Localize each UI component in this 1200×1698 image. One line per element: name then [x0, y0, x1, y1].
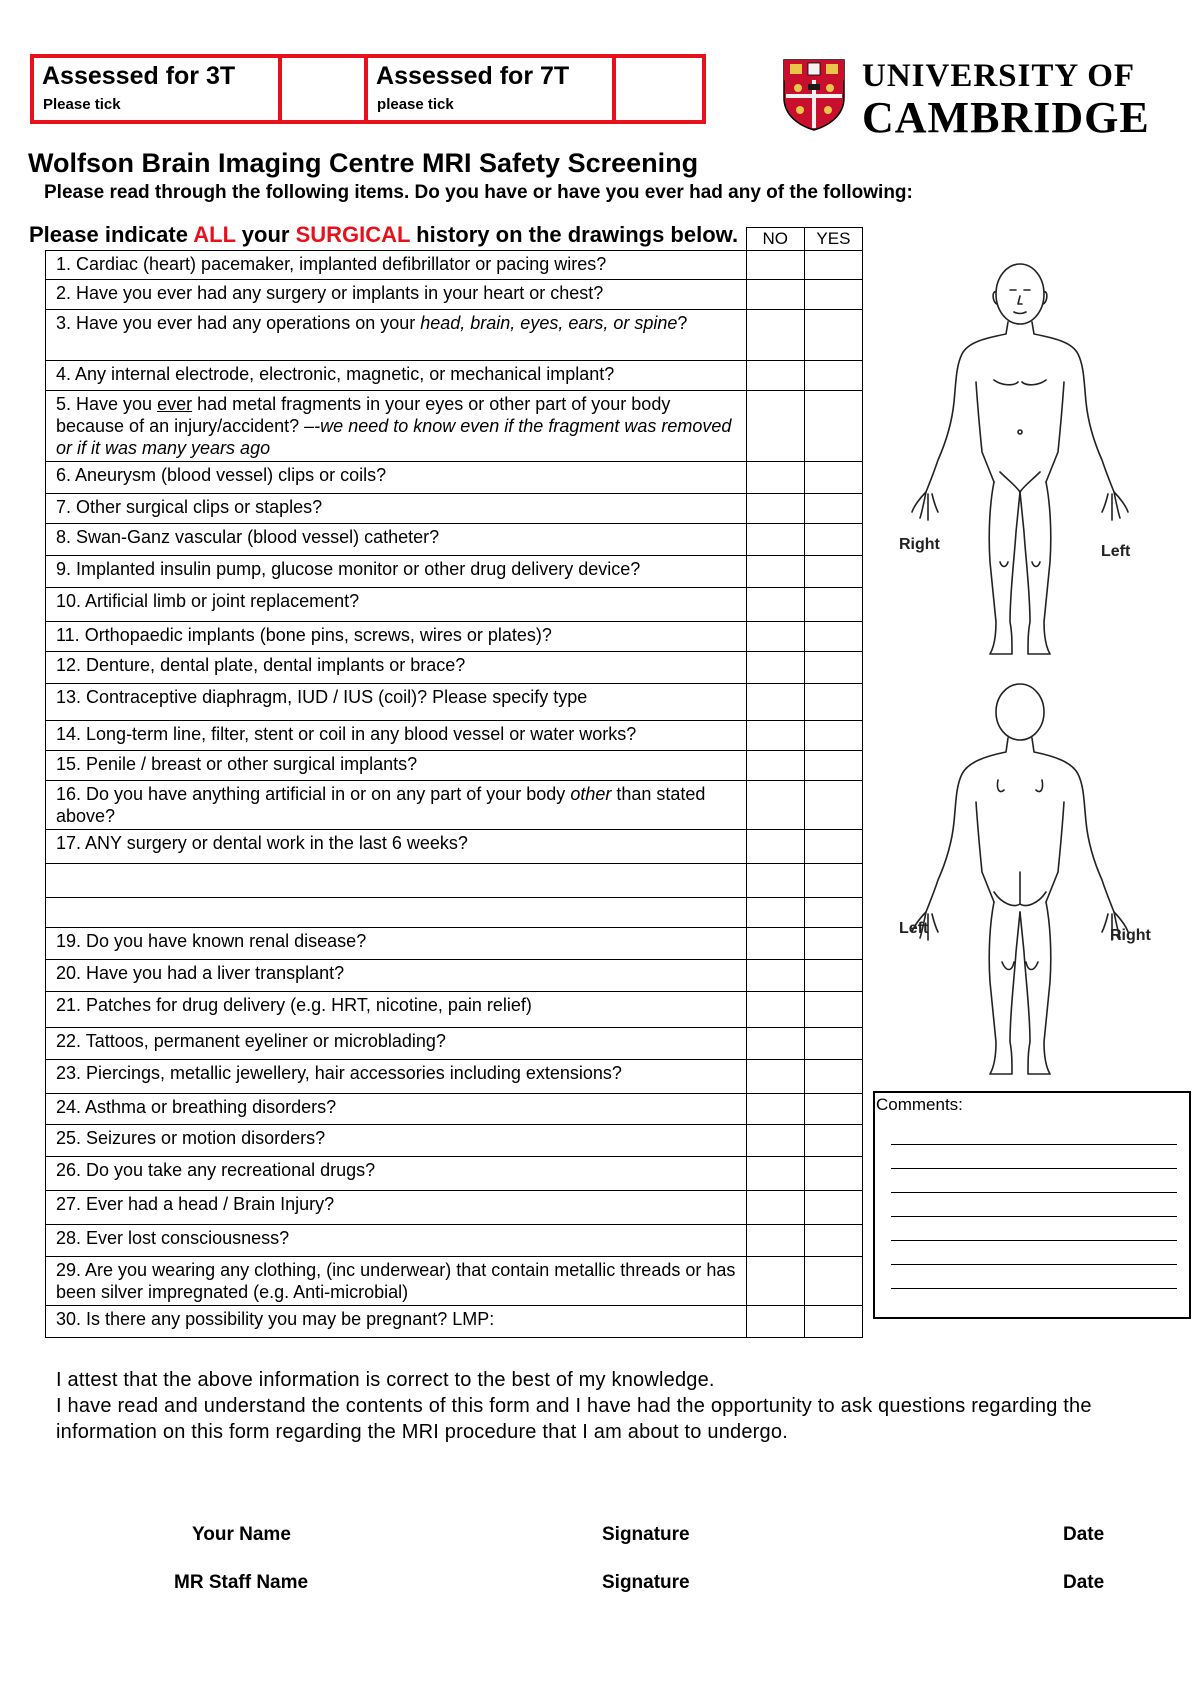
university-logo: [782, 58, 1150, 142]
surgical-word: SURGICAL: [295, 222, 411, 247]
body-back-diagram[interactable]: [890, 682, 1150, 1082]
assessed-3t-label-cell: [34, 58, 282, 120]
question-text: [46, 864, 747, 898]
question-text-part: 3. Have you ever had any operations on your: [56, 313, 421, 333]
answer-yes-cell[interactable]: [804, 652, 862, 684]
answer-yes-cell[interactable]: [804, 556, 862, 588]
comment-line[interactable]: [891, 1144, 1177, 1145]
question-text: 23. Piercings, metallic jewellery, hair accessories including extensions?: [46, 1060, 747, 1094]
answer-no-cell[interactable]: [746, 1191, 804, 1225]
question-text: 19. Do you have known renal disease?: [46, 928, 747, 960]
table-row: [46, 391, 863, 462]
table-row: [46, 622, 863, 652]
question-text: 26. Do you take any recreational drugs?: [46, 1157, 747, 1191]
table-row: [46, 684, 863, 721]
answer-yes-cell[interactable]: [804, 310, 862, 361]
surgical-mid: your: [235, 222, 296, 247]
question-text: 29. Are you wearing any clothing, (inc underwear) that contain metallic threads or has been silver impregnated (e.g. Anti-microbial): [46, 1257, 747, 1306]
question-text: 25. Seizures or motion disorders?: [46, 1125, 747, 1157]
assessed-3t-hint: Please tick: [43, 96, 121, 113]
question-text: [46, 781, 747, 830]
answer-no-cell[interactable]: [746, 684, 804, 721]
answer-yes-cell[interactable]: [804, 684, 862, 721]
answer-no-cell[interactable]: [746, 391, 804, 462]
answer-no-cell[interactable]: [746, 1157, 804, 1191]
answer-no-cell[interactable]: [746, 588, 804, 622]
assessed-7t-tickbox[interactable]: [616, 58, 702, 120]
cambridge-shield-icon: [782, 58, 846, 132]
question-text: 8. Swan-Ganz vascular (blood vessel) catheter?: [46, 524, 747, 556]
assessed-3t-tickbox[interactable]: [282, 58, 368, 120]
table-row: [46, 992, 863, 1028]
table-row: [46, 361, 863, 391]
answer-no-cell[interactable]: [746, 830, 804, 864]
table-row: [46, 1191, 863, 1225]
assessed-7t-hint: please tick: [377, 96, 454, 113]
answer-no-cell[interactable]: [746, 652, 804, 684]
question-text-part: head, brain, eyes, ears, or spine: [420, 313, 678, 333]
answer-yes-cell[interactable]: [804, 1225, 862, 1257]
answer-yes-cell[interactable]: [804, 898, 862, 928]
answer-no-cell[interactable]: [746, 524, 804, 556]
answer-no-cell[interactable]: [746, 251, 804, 280]
question-text: 20. Have you had a liver transplant?: [46, 960, 747, 992]
answer-no-cell[interactable]: [746, 960, 804, 992]
answer-yes-cell[interactable]: [804, 361, 862, 391]
answer-no-cell[interactable]: [746, 1094, 804, 1125]
question-text: 28. Ever lost consciousness?: [46, 1225, 747, 1257]
signature-label-1: Signature: [602, 1524, 690, 1545]
answer-no-cell[interactable]: [746, 310, 804, 361]
body-front-diagram[interactable]: [890, 262, 1150, 662]
answer-yes-cell[interactable]: [804, 462, 862, 494]
answer-no-cell[interactable]: [746, 556, 804, 588]
attestation-line2: I have read and understand the contents of this form and I have had the opportunity to ask questions regarding the information on this form regarding the MRI procedure that I am about to undergo.: [56, 1395, 1092, 1443]
signature-label-2: Signature: [602, 1572, 690, 1593]
answer-yes-cell[interactable]: [804, 622, 862, 652]
question-text: 24. Asthma or breathing disorders?: [46, 1094, 747, 1125]
answer-yes-cell[interactable]: [804, 1094, 862, 1125]
question-text: 27. Ever had a head / Brain Injury?: [46, 1191, 747, 1225]
answer-no-cell[interactable]: [746, 928, 804, 960]
table-row: [46, 494, 863, 524]
question-text-part: other: [570, 784, 612, 804]
table-row: [46, 1094, 863, 1125]
assessed-7t-label-cell: [368, 58, 616, 120]
question-text: 17. ANY surgery or dental work in the last 6 weeks?: [46, 830, 747, 864]
answer-no-cell[interactable]: [746, 781, 804, 830]
answer-yes-cell[interactable]: [804, 830, 862, 864]
answer-no-cell[interactable]: [746, 1306, 804, 1338]
answer-yes-cell[interactable]: [804, 1125, 862, 1157]
question-text: 21. Patches for drug delivery (e.g. HRT, nicotine, pain relief): [46, 992, 747, 1028]
question-text-part: 16. Do you have anything artificial in or on any part of your body: [56, 784, 571, 804]
table-row: [46, 251, 863, 280]
mr-staff-name-label: MR Staff Name: [174, 1572, 309, 1593]
answer-yes-cell[interactable]: [804, 280, 862, 310]
header-yes: YES: [804, 228, 862, 251]
answer-yes-cell[interactable]: [804, 1060, 862, 1094]
surgical-all: ALL: [193, 222, 236, 247]
comment-line[interactable]: [891, 1264, 1177, 1265]
table-row: [46, 462, 863, 494]
answer-no-cell[interactable]: [746, 992, 804, 1028]
table-row: [46, 1257, 863, 1306]
question-text: [46, 898, 747, 928]
comment-line[interactable]: [891, 1192, 1177, 1193]
question-text: 14. Long-term line, filter, stent or coil in any blood vessel or water works?: [46, 721, 747, 751]
table-row: [46, 864, 863, 898]
answer-no-cell[interactable]: [746, 1225, 804, 1257]
questions-table: [45, 227, 863, 1338]
table-row: [46, 898, 863, 928]
question-text: 11. Orthopaedic implants (bone pins, screws, wires or plates)?: [46, 622, 747, 652]
question-text: [46, 391, 747, 462]
answer-yes-cell[interactable]: [804, 751, 862, 781]
answer-no-cell[interactable]: [746, 462, 804, 494]
table-row: [46, 928, 863, 960]
question-text: 6. Aneurysm (blood vessel) clips or coils?: [46, 462, 747, 494]
surgical-history-instruction: [29, 222, 738, 248]
question-text: 9. Implanted insulin pump, glucose monitor or other drug delivery device?: [46, 556, 747, 588]
answer-yes-cell[interactable]: [804, 494, 862, 524]
front-right-label: Right: [899, 536, 940, 553]
comment-line[interactable]: [891, 1240, 1177, 1241]
answer-no-cell[interactable]: [746, 622, 804, 652]
comments-box[interactable]: [873, 1091, 1191, 1319]
page-title: Wolfson Brain Imaging Centre MRI Safety Screening: [28, 148, 699, 178]
your-name-label: Your Name: [192, 1524, 291, 1545]
answer-no-cell[interactable]: [746, 1257, 804, 1306]
question-text: 13. Contraceptive diaphragm, IUD / IUS (coil)? Please specify type: [46, 684, 747, 721]
back-left-label: Left: [899, 920, 929, 937]
answer-yes-cell[interactable]: [804, 960, 862, 992]
assessed-3t-label: Assessed for 3T: [42, 62, 236, 90]
question-text: 2. Have you ever had any surgery or implants in your heart or chest?: [46, 280, 747, 310]
table-row: [46, 960, 863, 992]
question-text-part: ever: [157, 394, 193, 414]
question-text-part: 5. Have you: [56, 394, 158, 414]
back-right-label: Right: [1110, 927, 1151, 944]
table-row: [46, 1306, 863, 1338]
answer-no-cell[interactable]: [746, 361, 804, 391]
table-row: [46, 1060, 863, 1094]
answer-no-cell[interactable]: [746, 864, 804, 898]
question-text-part: –-we need to know even if the fragment was removed or if it was many years ago: [56, 416, 732, 458]
table-row: [46, 751, 863, 781]
date-label-1: Date: [1063, 1524, 1105, 1545]
logo-line1: UNIVERSITY OF: [862, 58, 1136, 94]
question-text: 15. Penile / breast or other surgical implants?: [46, 751, 747, 781]
answer-yes-cell[interactable]: [804, 864, 862, 898]
answer-yes-cell[interactable]: [804, 588, 862, 622]
table-row: [46, 1028, 863, 1060]
table-row: [46, 524, 863, 556]
question-text: 7. Other surgical clips or staples?: [46, 494, 747, 524]
question-text: 4. Any internal electrode, electronic, magnetic, or mechanical implant?: [46, 361, 747, 391]
answer-yes-cell[interactable]: [804, 781, 862, 830]
answer-yes-cell[interactable]: [804, 391, 862, 462]
answer-yes-cell[interactable]: [804, 721, 862, 751]
comment-line[interactable]: [891, 1168, 1177, 1169]
date-label-2: Date: [1063, 1572, 1105, 1593]
answer-yes-cell[interactable]: [804, 1191, 862, 1225]
answer-no-cell[interactable]: [746, 494, 804, 524]
header-no: NO: [746, 228, 804, 251]
assessment-box: [30, 54, 706, 124]
question-text: 12. Denture, dental plate, dental implants or brace?: [46, 652, 747, 684]
table-row: [46, 280, 863, 310]
question-text: 30. Is there any possibility you may be pregnant? LMP:: [46, 1306, 747, 1338]
table-row: [46, 1157, 863, 1191]
table-row: [46, 721, 863, 751]
attestation-line1: I attest that the above information is correct to the best of my knowledge.: [56, 1369, 715, 1391]
front-left-label: Left: [1101, 543, 1131, 560]
answer-no-cell[interactable]: [746, 1028, 804, 1060]
answer-yes-cell[interactable]: [804, 928, 862, 960]
logo-line2: CAMBRIDGE: [862, 93, 1150, 142]
table-row: [46, 781, 863, 830]
answer-yes-cell[interactable]: [804, 1157, 862, 1191]
question-text-part: than stated above?: [56, 784, 706, 826]
table-row: [46, 1225, 863, 1257]
answer-yes-cell[interactable]: [804, 251, 862, 280]
question-text-part: had metal fragments in your eyes or other part of your body because of an injury/accident?: [56, 394, 671, 436]
table-row: [46, 556, 863, 588]
answer-no-cell[interactable]: [746, 721, 804, 751]
comment-line[interactable]: [891, 1288, 1177, 1289]
question-text: [46, 310, 747, 361]
question-text: 10. Artificial limb or joint replacement?: [46, 588, 747, 622]
answer-yes-cell[interactable]: [804, 1257, 862, 1306]
question-text: 22. Tattoos, permanent eyeliner or microblading?: [46, 1028, 747, 1060]
answer-no-cell[interactable]: [746, 280, 804, 310]
comment-line[interactable]: [891, 1216, 1177, 1217]
comments-label: Comments:: [876, 1095, 963, 1114]
surgical-post: history on the drawings below.: [410, 222, 739, 247]
answer-no-cell[interactable]: [746, 1125, 804, 1157]
table-row: [46, 652, 863, 684]
answer-no-cell[interactable]: [746, 1060, 804, 1094]
answer-no-cell[interactable]: [746, 898, 804, 928]
question-text: 1. Cardiac (heart) pacemaker, implanted defibrillator or pacing wires?: [46, 251, 747, 280]
attestation: [56, 1367, 1176, 1445]
table-row: [46, 310, 863, 361]
question-text-part: ?: [677, 313, 688, 333]
answer-yes-cell[interactable]: [804, 992, 862, 1028]
table-row: [46, 588, 863, 622]
surgical-pre: Please indicate: [29, 222, 194, 247]
answer-yes-cell[interactable]: [804, 524, 862, 556]
answer-no-cell[interactable]: [746, 751, 804, 781]
table-row: [46, 830, 863, 864]
table-row: [46, 1125, 863, 1157]
assessed-7t-label: Assessed for 7T: [376, 62, 570, 90]
answer-yes-cell[interactable]: [804, 1306, 862, 1338]
answer-yes-cell[interactable]: [804, 1028, 862, 1060]
page-subtitle: Please read through the following items. Do you have or have you ever had any of the following:: [44, 182, 913, 203]
